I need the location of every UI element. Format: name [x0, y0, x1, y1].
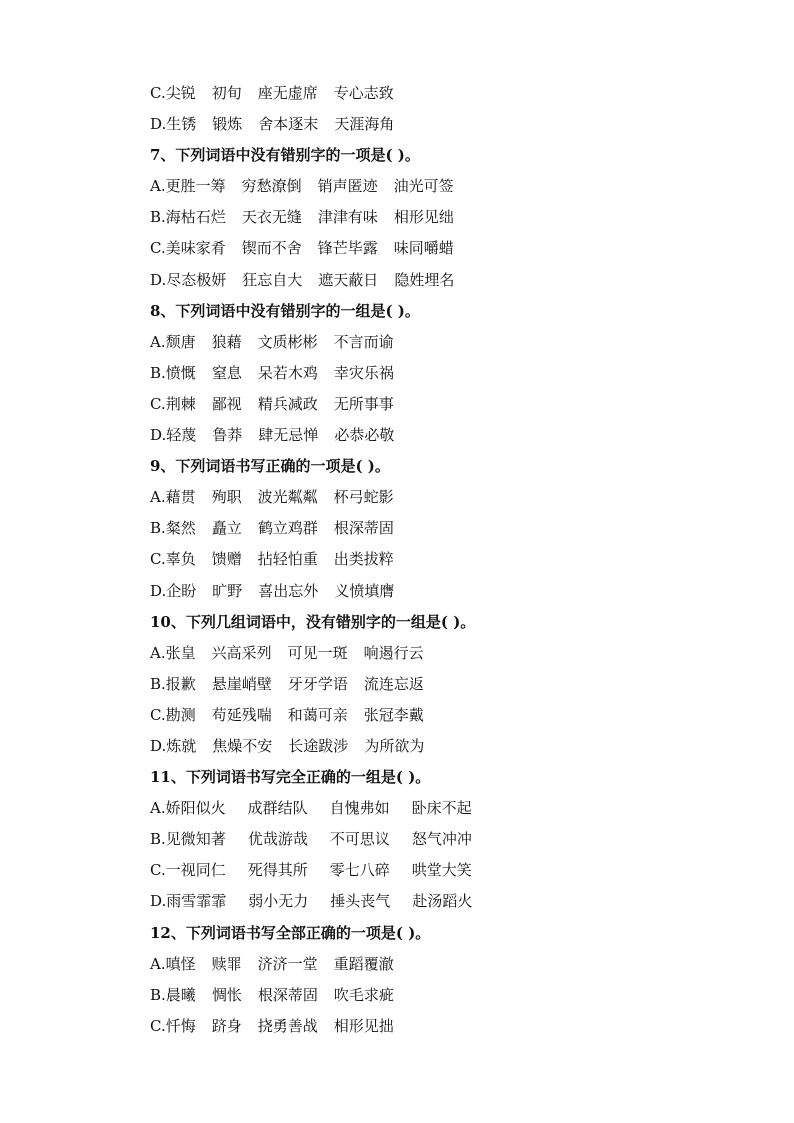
option-term: 义愤填膺 [334, 581, 395, 600]
option-term: 专心志致 [333, 84, 394, 102]
option-letter: C. [150, 550, 166, 569]
option-letter: C. [150, 705, 166, 724]
option-terms [166, 644, 424, 662]
option-term: 天衣无缝 [241, 208, 302, 227]
option-terms [166, 177, 454, 195]
option-letter: B. [150, 830, 166, 849]
option-letter: B. [150, 985, 166, 1004]
option-term: 旷野 [212, 581, 243, 600]
answer-option [150, 327, 750, 358]
option-terms [166, 799, 472, 817]
option-letter: D. [150, 736, 167, 755]
option-term: 狼藉 [211, 332, 242, 351]
option-term: 根深蒂固 [333, 519, 394, 538]
answer-option [150, 731, 750, 762]
option-terms [166, 426, 394, 444]
option-term: 晨曦 [165, 985, 196, 1004]
answer-option [150, 1011, 750, 1042]
option-term: 狂忘自大 [242, 270, 303, 289]
option-term: 隐姓埋名 [394, 270, 455, 289]
answer-option [150, 389, 750, 420]
option-terms [166, 737, 424, 755]
option-term: 窒息 [211, 363, 242, 382]
option-term: 鹤立鸡群 [257, 519, 318, 538]
option-term: 幸灾乐祸 [333, 363, 394, 382]
option-term: 辜负 [165, 550, 196, 569]
option-letter: C. [150, 1016, 166, 1035]
answer-option [150, 638, 750, 669]
option-term: 销声匿迹 [317, 177, 378, 196]
option-term: 喜出忘外 [258, 581, 319, 600]
option-term: 拈轻怕重 [257, 550, 318, 569]
option-term: 跻身 [211, 1016, 242, 1035]
option-term: 长途跋涉 [288, 736, 349, 755]
option-term: 炼就 [166, 736, 197, 755]
option-term: 报歉 [165, 674, 196, 693]
answer-option [150, 700, 750, 731]
option-term: 死得其所 [247, 861, 308, 880]
option-term: 精兵减政 [257, 394, 318, 413]
option-term: 忏悔 [165, 1016, 196, 1035]
option-term: 文质彬彬 [257, 332, 318, 351]
option-term: 张冠李戴 [363, 705, 424, 724]
exam-page [150, 78, 750, 1042]
option-term: 牙牙学语 [287, 674, 348, 693]
option-term: 鲁莽 [212, 426, 243, 445]
answer-option [150, 171, 750, 202]
option-letter: B. [150, 674, 166, 693]
question-stem: 12、下列词语书写全部正确的一项是( )。 [150, 923, 431, 942]
option-terms [166, 208, 454, 226]
option-terms [166, 830, 472, 848]
option-term: 弱小无力 [248, 892, 309, 911]
option-term: 舍本逐末 [258, 115, 319, 134]
option-term: 为所欲为 [364, 736, 425, 755]
option-term: 座无虚席 [257, 84, 318, 102]
answer-option [150, 576, 750, 607]
option-terms [166, 115, 394, 133]
option-term: 尽态极妍 [166, 270, 227, 289]
answer-option [150, 855, 750, 886]
option-term: 遮天蔽日 [318, 270, 379, 289]
option-terms [166, 84, 394, 102]
option-terms [166, 892, 472, 910]
option-term: 张皇 [165, 643, 196, 662]
option-terms [166, 1017, 394, 1035]
option-terms [166, 675, 424, 693]
option-term: 兴高采列 [211, 643, 272, 662]
option-term: 无所事事 [333, 394, 394, 413]
option-letter: C. [150, 239, 166, 258]
option-term: 成群结队 [247, 799, 308, 818]
option-term: 粲然 [165, 519, 196, 538]
option-term: 穷愁潦倒 [241, 177, 302, 196]
option-term: 响遏行云 [363, 643, 424, 662]
option-letter: B. [150, 208, 166, 227]
option-term: 赎罪 [211, 954, 242, 973]
answer-option [150, 513, 750, 544]
option-term: 初旬 [211, 84, 242, 102]
option-term: 杯弓蛇影 [333, 488, 394, 507]
option-term: 见微知著 [165, 830, 226, 849]
answer-option [150, 78, 750, 109]
option-term: 挠勇善战 [257, 1016, 318, 1035]
option-term: 尖锐 [165, 84, 196, 102]
option-letter: C. [150, 861, 166, 880]
option-term: 相形见拙 [333, 1016, 394, 1035]
option-terms [166, 271, 454, 289]
option-term: 肆无忌惮 [258, 426, 319, 445]
option-terms [166, 582, 394, 600]
option-term: 娇阳似火 [165, 799, 226, 818]
answer-option [150, 233, 750, 264]
answer-option [150, 793, 750, 824]
answer-option [150, 109, 750, 140]
option-term: 生锈 [166, 115, 197, 134]
option-term: 海枯石烂 [165, 208, 226, 227]
option-term: 天涯海角 [334, 115, 395, 134]
option-term: 企盼 [166, 581, 197, 600]
option-terms [166, 364, 394, 382]
option-term: 悬崖峭壁 [211, 674, 272, 693]
option-term: 可见一斑 [287, 643, 348, 662]
option-term: 荆棘 [165, 394, 196, 413]
option-terms [166, 706, 424, 724]
answer-option [150, 265, 750, 296]
option-term: 优哉游哉 [247, 830, 308, 849]
option-terms [166, 861, 472, 879]
option-terms [166, 333, 394, 351]
option-letter: A. [150, 643, 166, 662]
option-term: 锋芒毕露 [317, 239, 378, 258]
option-term: 鄙视 [211, 394, 242, 413]
option-terms [166, 395, 394, 413]
question-stem: 8、下列词语中没有错别字的一组是( )。 [150, 301, 420, 320]
option-term: 勘测 [165, 705, 196, 724]
option-letter: D. [150, 270, 167, 289]
option-letter: A. [150, 954, 166, 973]
option-term: 锲而不舍 [241, 239, 302, 258]
option-term: 惆怅 [211, 985, 242, 1004]
option-term: 馈赠 [211, 550, 242, 569]
answer-option [150, 358, 750, 389]
option-letter: D. [150, 426, 167, 445]
option-term: 济济一堂 [257, 954, 318, 973]
option-terms [166, 519, 394, 537]
answer-option [150, 949, 750, 980]
answer-option [150, 202, 750, 233]
option-term: 更胜一筹 [165, 177, 226, 196]
question-stem: 10、下列几组词语中，没有错别字的一组是( )。 [150, 612, 476, 631]
option-term: 锻炼 [212, 115, 243, 134]
answer-option [150, 669, 750, 700]
option-letter: C. [150, 84, 166, 102]
option-term: 捶头丧气 [330, 892, 391, 911]
option-term: 根深蒂固 [257, 985, 318, 1004]
option-term: 雨雪霏霏 [166, 892, 227, 911]
option-letter: D. [150, 581, 167, 600]
option-term: 愤慨 [165, 363, 196, 382]
answer-option [150, 886, 750, 917]
answer-option [150, 544, 750, 575]
answer-option [150, 420, 750, 451]
option-term: 自愧弗如 [329, 799, 390, 818]
option-terms [166, 239, 454, 257]
option-term: 波光粼粼 [257, 488, 318, 507]
option-term: 焦燥不安 [212, 736, 273, 755]
option-terms [166, 986, 394, 1004]
answer-option [150, 980, 750, 1011]
option-term: 味同嚼蜡 [393, 239, 454, 258]
option-terms [166, 488, 394, 506]
option-term: 出类拔粹 [333, 550, 394, 569]
option-term: 必恭必敬 [334, 426, 395, 445]
option-terms [166, 955, 394, 973]
option-term: 矗立 [211, 519, 242, 538]
option-term: 呆若木鸡 [257, 363, 318, 382]
option-term: 津津有味 [317, 208, 378, 227]
option-letter: A. [150, 332, 166, 351]
option-term: 和蔼可亲 [287, 705, 348, 724]
option-term: 油光可签 [393, 177, 454, 196]
option-term: 轻蔑 [166, 426, 197, 445]
option-term: 怒气冲冲 [411, 830, 472, 849]
option-term: 重蹈覆澈 [333, 954, 394, 973]
question-stem: 7、下列词语中没有错别字的一项是( )。 [150, 146, 420, 165]
option-terms [166, 550, 394, 568]
option-letter: A. [150, 488, 166, 507]
option-term: 颓唐 [165, 332, 196, 351]
option-term: 不可思议 [329, 830, 390, 849]
option-letter: C. [150, 394, 166, 413]
option-term: 殉职 [211, 488, 242, 507]
option-letter: A. [150, 177, 166, 196]
option-term: 卧床不起 [411, 799, 472, 818]
option-term: 流连忘返 [363, 674, 424, 693]
option-term: 苟延残喘 [211, 705, 272, 724]
option-term: 赴汤蹈火 [412, 892, 473, 911]
option-letter: B. [150, 363, 166, 382]
option-term: 不言而谕 [333, 332, 394, 351]
option-term: 相形见绌 [393, 208, 454, 227]
option-letter: B. [150, 519, 166, 538]
option-letter: D. [150, 115, 167, 134]
option-term: 吹毛求疵 [333, 985, 394, 1004]
option-term: 美味家肴 [165, 239, 226, 258]
question-stem: 9、下列词语书写正确的一项是( )。 [150, 457, 390, 476]
option-term: 藉贯 [165, 488, 196, 507]
option-term: 嗔怪 [165, 954, 196, 973]
option-letter: A. [150, 799, 166, 818]
option-term: 一视同仁 [165, 861, 226, 880]
option-term: 哄堂大笑 [411, 861, 472, 880]
option-term: 零七八碎 [329, 861, 390, 880]
question-stem: 11、下列词语书写完全正确的一组是( )。 [150, 768, 431, 787]
answer-option [150, 482, 750, 513]
answer-option [150, 824, 750, 855]
option-letter: D. [150, 892, 167, 911]
